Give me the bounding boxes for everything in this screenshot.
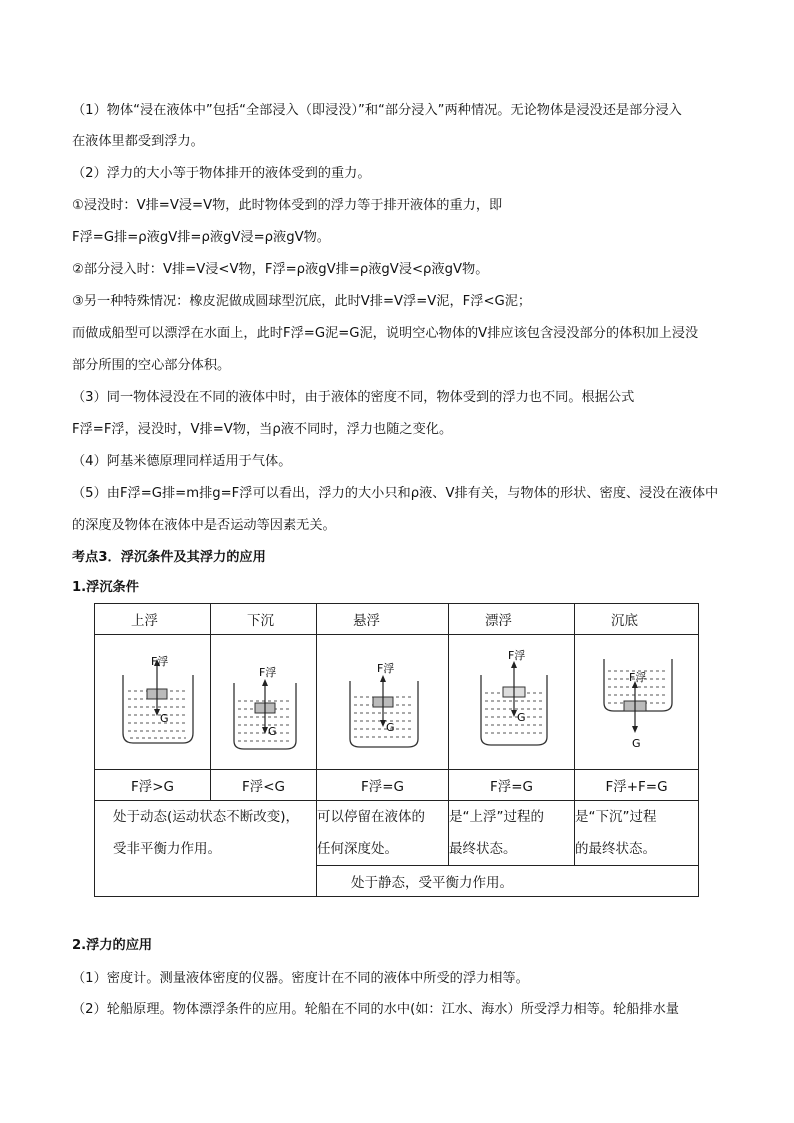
paragraph: F浮=F浮，浸没时，V排=V物，当ρ液不同时，浮力也随之变化。: [72, 422, 453, 437]
buoyancy-label: F浮: [376, 662, 394, 675]
float-sink-table: [94, 603, 699, 897]
table-condition-row: [95, 770, 699, 801]
formula: F浮=G排=ρ液gV排=ρ液gV浸=ρ液gV物。: [72, 230, 330, 245]
gravity-label: G: [631, 737, 641, 750]
diagram-rise: [95, 635, 211, 770]
condition-cell: F浮>G: [95, 770, 211, 801]
description-static: 处于静态，受平衡力作用。: [317, 866, 699, 897]
gravity-label: G: [385, 721, 395, 734]
paragraph: ②部分浸入时：V排=V浸<V物，F浮=ρ液gV排=ρ液gV浸<ρ液gV物。: [72, 262, 489, 277]
paragraph: （1）密度计。测量液体密度的仪器。密度计在不同的液体中所受的浮力相等。: [72, 971, 529, 986]
diagram-sink: [211, 635, 317, 770]
paragraph: 的深度及物体在液体中是否运动等因素无关。: [72, 518, 336, 533]
paragraph: （1）物体“浸在液体中”包括“全部浸入（即浸没）”和“部分浸入”两种情况。无论物体是浸没还是部分浸入: [72, 103, 682, 118]
condition-cell: F浮+F=G: [575, 770, 699, 801]
beaker-suspend-diagram: [328, 645, 438, 755]
header-cell: 悬浮: [317, 604, 449, 635]
buoyancy-label: F浮: [150, 655, 168, 668]
paragraph: 部分所围的空心部分体积。: [72, 358, 231, 373]
paragraph: （2）轮船原理。物体漂浮条件的应用。轮船在不同的水中(如：江水、海水）所受浮力相等。轮船排水量: [72, 1002, 679, 1017]
table-diagram-row: [95, 635, 699, 770]
section-heading: 考点3．浮沉条件及其浮力的应用: [72, 550, 266, 565]
paragraph: ①浸没时：V排=V浸=V物，此时物体受到的浮力等于排开液体的重力，即: [72, 198, 503, 213]
paragraph: （5）由F浮=G排=m排g=F浮可以看出，浮力的大小只和ρ液、V排有关，与物体的形状、密度、浸没在液体中: [72, 486, 719, 501]
paragraph: （3）同一物体浸没在不同的液体中时，由于液体的密度不同，物体受到的浮力也不同。根据公式: [72, 390, 635, 405]
gravity-label: G: [159, 712, 169, 725]
description-dynamic: 处于动态(运动状态不断改变)， 受非平衡力作用。: [95, 801, 317, 897]
paragraph: （4）阿基米德原理同样适用于气体。: [72, 454, 292, 469]
beaker-sink-diagram: [214, 645, 314, 755]
sub-heading: 2.浮力的应用: [72, 938, 153, 953]
sub-heading: 1.浮沉条件: [72, 580, 139, 595]
table-description-row: [95, 801, 699, 866]
condition-cell: F浮=G: [317, 770, 449, 801]
header-cell: 下沉: [211, 604, 317, 635]
description-float: 是“上浮”过程的 最终状态。: [449, 801, 575, 866]
buoyancy-label: F浮: [258, 666, 276, 679]
buoyancy-label: F浮: [628, 671, 646, 684]
beaker-rise-diagram: [98, 645, 208, 755]
table-header-row: [95, 604, 699, 635]
paragraph: （2）浮力的大小等于物体排开的液体受到的重力。: [72, 166, 371, 181]
diagram-float: [449, 635, 575, 770]
header-cell: 上浮: [95, 604, 211, 635]
header-cell: 漂浮: [449, 604, 575, 635]
paragraph: 在液体里都受到浮力。: [72, 134, 204, 149]
condition-cell: F浮=G: [449, 770, 575, 801]
buoyancy-label: F浮: [507, 649, 525, 662]
condition-cell: F浮<G: [211, 770, 317, 801]
beaker-bottom-diagram: [582, 641, 692, 759]
description-suspend: 可以停留在液体的 任何深度处。: [317, 801, 449, 866]
paragraph: ③另一种特殊情况：橡皮泥做成圆球型沉底，此时V排=V浮=V泥，F浮<G泥；: [72, 294, 532, 309]
header-cell: 沉底: [575, 604, 699, 635]
description-sink: 是“下沉”过程 的最终状态。: [575, 801, 699, 866]
diagram-suspend: [317, 635, 449, 770]
gravity-label: G: [267, 725, 277, 738]
diagram-bottom: [575, 635, 699, 770]
paragraph: 而做成船型可以漂浮在水面上，此时F浮=G泥=G泥，说明空心物体的V排应该包含浸没部分的体积加上浸没: [72, 326, 699, 341]
gravity-label: G: [516, 711, 526, 724]
beaker-float-diagram: [457, 645, 567, 755]
